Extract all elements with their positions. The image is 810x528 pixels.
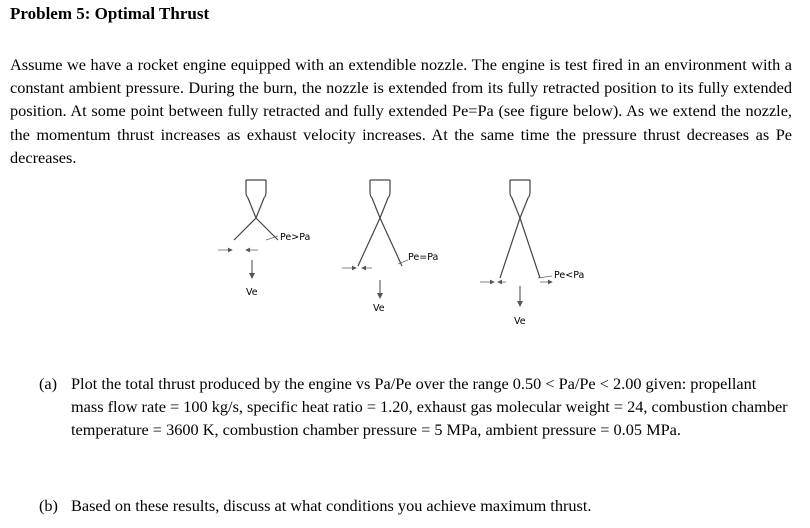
nozzle-diagram xyxy=(210,178,590,336)
problem-intro: Assume we have a rocket engine equipped with an extendible nozzle. The engine is test fired in an environment with a constant ambient pressure. During the burn, the nozzle is extended from its fully retracted position to its fully extended position. At some point between fully retracted and fully extended Pe=Pa (see figure below). As we extend the nozzle, the momentum thrust increases as exhaust velocity increases. At the same time the pressure thrust decreases as Pe decreases. xyxy=(10,55,792,167)
nozzle-figure xyxy=(210,178,590,336)
nozzle-1-pressure-label: Pe>Pa xyxy=(280,232,311,243)
question-a-text: Plot the total thrust produced by the engine vs Pa/Pe over the range 0.50 < Pa/Pe < 2.00 given: propellant mass flow rate = 100 kg/s, specific heat ratio = 1.20, exhaust gas molecular weight = 24, combustion chamber temperature = 3600 K, combustion chamber pressure = 5 MPa, ambient pressure = 0.05 MPa. xyxy=(71,374,788,440)
nozzle-1-velocity-label: Ve xyxy=(246,287,258,298)
nozzle-3-velocity-label: Ve xyxy=(514,316,526,327)
nozzle-overexpanded xyxy=(480,180,552,306)
problem-title: Problem 5: Optimal Thrust xyxy=(10,4,210,23)
nozzle-2-pressure-label: Pe=Pa xyxy=(408,252,439,263)
question-b-label: (b) xyxy=(39,496,58,515)
question-a xyxy=(39,372,791,442)
nozzle-ideal xyxy=(342,180,402,298)
question-b xyxy=(39,494,791,517)
question-a-label: (a) xyxy=(39,374,58,393)
nozzle-3-pressure-label: Pe<Pa xyxy=(554,270,585,281)
nozzle-2-velocity-label: Ve xyxy=(373,303,385,314)
nozzle-underexpanded xyxy=(218,180,278,278)
question-b-text: Based on these results, discuss at what conditions you achieve maximum thrust. xyxy=(71,496,592,515)
